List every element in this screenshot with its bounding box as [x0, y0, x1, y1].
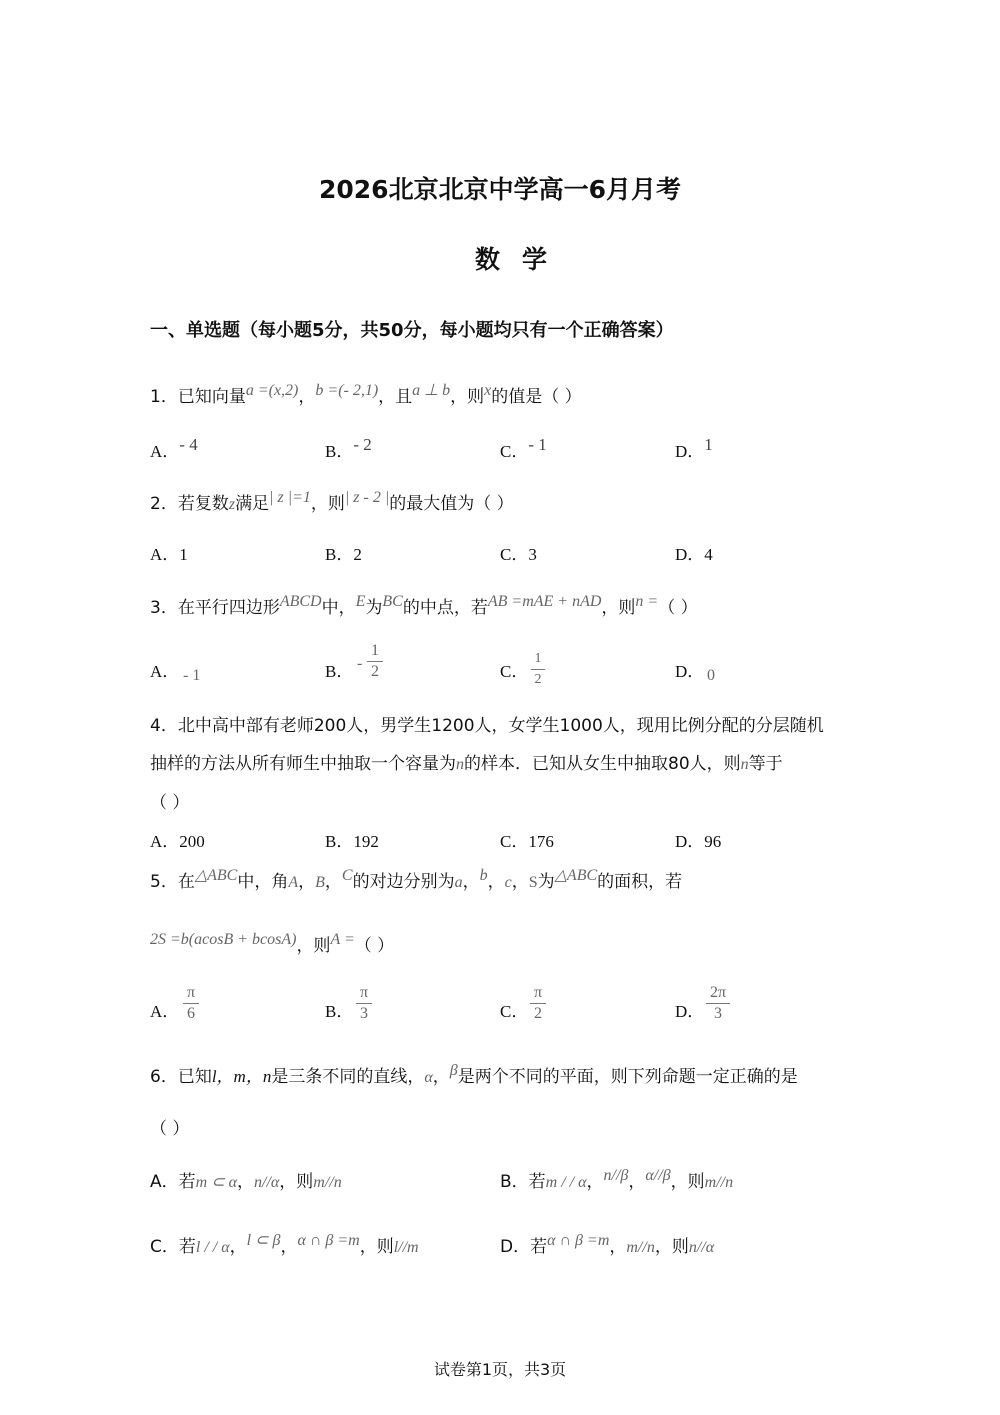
option-label: B． — [325, 662, 354, 681]
option-label: B． — [325, 832, 354, 851]
fraction-bar — [706, 1003, 730, 1004]
q2-text2: ，则 — [310, 494, 345, 514]
q5-text3: 为 — [537, 872, 555, 892]
option-condition-2: m//n — [626, 1239, 655, 1256]
q5-A: A — [288, 874, 299, 891]
option-label: D． — [675, 1002, 705, 1021]
option-label: A． — [150, 545, 180, 564]
q5-c: c — [504, 874, 512, 891]
q4-n: n — [456, 756, 464, 773]
option-label: A． — [150, 832, 180, 851]
q4-option-a — [150, 827, 205, 852]
option-sep: ， — [237, 1172, 254, 1192]
option-label: D． — [675, 832, 705, 851]
option-sep: ， — [609, 1237, 627, 1257]
q1-vector-b: b =(- 2,1) — [315, 382, 379, 399]
option-sep: ，则 — [654, 1237, 689, 1257]
fraction-denominator: 6 — [187, 1005, 195, 1022]
option-label: B．若 — [500, 1172, 546, 1192]
page-footer: 试卷第1页，共3页 — [433, 1360, 567, 1379]
option-sep: ，则 — [359, 1237, 394, 1257]
q5-sep: ， — [487, 872, 505, 892]
q2-condition: | z |=1 — [269, 489, 311, 506]
option-sep: ， — [586, 1172, 604, 1192]
option-result: l//m — [393, 1239, 419, 1256]
q5-suffix2: （ ） — [354, 936, 395, 956]
q5-option-a — [150, 997, 179, 1022]
fraction-numerator: π — [533, 984, 543, 1001]
q3-text3: 的中点，若 — [402, 598, 488, 618]
q3-option-d-value: 0 — [707, 667, 715, 684]
question-4-line-3: （ ） — [150, 793, 190, 813]
option-value: 4 — [704, 545, 713, 564]
option-condition-1: m / / α — [545, 1174, 587, 1191]
option-sep: ， — [628, 1172, 646, 1192]
fraction-bar — [367, 661, 383, 662]
fraction-numerator: π — [359, 984, 369, 1001]
option-result: n//α — [688, 1239, 715, 1256]
q3-text: 中， — [321, 598, 356, 618]
option-label: C．若 — [150, 1237, 196, 1257]
q2-z: z — [228, 496, 236, 513]
q1-text2: ，则 — [450, 387, 485, 407]
fraction-denominator: 2 — [534, 1005, 542, 1022]
fraction-bar — [530, 1003, 546, 1004]
q3-option-c-fraction — [531, 650, 545, 689]
q6-option-d — [500, 1232, 714, 1257]
option-label: C． — [500, 832, 529, 851]
question-5-line-1 — [150, 867, 682, 892]
fraction-numerator: π — [186, 984, 196, 1001]
q6-beta: β — [449, 1062, 458, 1079]
question-3 — [150, 593, 698, 618]
q5-A-eq: A = — [330, 931, 355, 948]
q1-option-b — [325, 437, 372, 462]
question-6-line-2: （ ） — [150, 1119, 190, 1139]
q4-text: 抽样的方法从所有师生中抽取一个容量为 — [150, 754, 456, 774]
fraction-bar — [356, 1003, 372, 1004]
option-value: - 2 — [353, 435, 372, 454]
fraction-numerator: 1 — [371, 642, 379, 659]
q5-triangle-2: △ABC — [554, 867, 598, 884]
option-condition-1: m ⊂ α — [195, 1174, 237, 1191]
q5-S: S — [528, 874, 538, 891]
option-label: B． — [325, 442, 354, 461]
q3-equation: AB =mAE + nAD — [487, 593, 602, 610]
option-value: 1 — [179, 545, 188, 564]
option-condition-1: l / / α — [195, 1239, 230, 1256]
option-result: m//n — [704, 1174, 734, 1191]
q5-prefix: 5．在 — [150, 872, 195, 892]
q5-triangle: △ABC — [194, 867, 238, 884]
q1-vector-a: a =(x,2) — [245, 382, 299, 399]
fraction-numerator: 1 — [534, 651, 542, 666]
q5-text4: ，则 — [296, 936, 331, 956]
q5-text2: 的对边分别为 — [352, 872, 455, 892]
option-sep: ， — [229, 1237, 247, 1257]
option-label: D． — [675, 545, 705, 564]
option-value: 3 — [528, 545, 537, 564]
option-value: - 4 — [179, 435, 198, 454]
option-value: - 1 — [528, 435, 547, 454]
q5-suffix: 的面积，若 — [597, 872, 683, 892]
q1-option-c — [500, 437, 547, 462]
exam-title: 2026北京北京中学高一6月月考 — [319, 175, 681, 204]
option-label: C． — [500, 545, 529, 564]
q5-option-c — [500, 997, 528, 1022]
question-4-line-2 — [150, 749, 783, 774]
q5-sep: ， — [298, 872, 316, 892]
option-label: B． — [325, 1002, 354, 1021]
q3-suffix: （ ） — [658, 598, 698, 618]
subject-title: 数学 — [474, 245, 569, 274]
question-1 — [150, 382, 582, 407]
q2-expression: | z - 2 | — [344, 489, 390, 506]
q5-b: b — [479, 867, 488, 884]
q1-x: x — [484, 382, 492, 399]
q3-text4: ，则 — [601, 598, 636, 618]
fraction-numerator: 2π — [709, 984, 727, 1001]
q3-prefix: 3．在平行四边形 — [150, 598, 280, 618]
question-4-line-1: 4．北中高中部有老师200人，男学生1200人，女学生1000人，现用比例分配的分层随机 — [150, 716, 824, 736]
q3-option-a — [150, 657, 179, 682]
q5-B: B — [315, 874, 325, 891]
q5-option-c-fraction — [530, 984, 546, 1023]
q6-prefix: 6．已知 — [150, 1067, 212, 1087]
q2-suffix: 的最大值为（ ） — [389, 494, 514, 514]
option-label: A． — [150, 662, 180, 681]
q6-option-c — [150, 1232, 419, 1257]
option-result: m//n — [313, 1174, 342, 1191]
q2-option-b — [325, 540, 362, 565]
option-sep: ， — [280, 1237, 298, 1257]
option-sep: ，则 — [670, 1172, 705, 1192]
option-value: 176 — [528, 832, 554, 851]
option-label: D． — [675, 662, 705, 681]
q3-bc: BC — [382, 593, 403, 610]
option-label: C． — [500, 1002, 529, 1021]
option-condition-2: n//β — [603, 1167, 629, 1184]
q5-sep: ， — [511, 872, 529, 892]
q6-alpha: α — [424, 1069, 433, 1086]
option-label: A．若 — [150, 1172, 196, 1192]
q2-prefix: 2．若复数 — [150, 494, 229, 514]
q3-option-d — [675, 657, 704, 682]
q3-text2: 为 — [365, 598, 383, 618]
option-value: 200 — [179, 832, 205, 851]
q1-prefix: 1．已知向量 — [150, 387, 246, 407]
q3-e: E — [355, 593, 366, 610]
q6-option-b — [500, 1167, 733, 1192]
q2-text: 满足 — [235, 494, 270, 514]
q4-option-c — [500, 827, 554, 852]
q3-option-c — [500, 657, 528, 682]
option-value: 96 — [704, 832, 722, 851]
q5-text: 中，角 — [237, 872, 289, 892]
q3-option-b-fraction — [367, 642, 383, 681]
q5-a: a — [454, 874, 463, 891]
q1-option-d — [675, 437, 713, 462]
q4-n2: n — [740, 756, 749, 773]
q2-option-a — [150, 540, 188, 565]
q1-suffix: 的值是（ ） — [491, 387, 582, 407]
q1-sep: ， — [298, 387, 316, 407]
q5-equation: 2S =b(acosB + bcosA) — [150, 931, 297, 948]
q2-option-d — [675, 540, 713, 565]
q5-option-b-fraction — [356, 984, 372, 1023]
q6-option-a — [150, 1167, 342, 1192]
fraction-denominator: 2 — [371, 663, 379, 680]
option-label: A． — [150, 1002, 180, 1021]
fraction-bar — [531, 669, 545, 670]
q2-option-c — [500, 540, 537, 565]
section-heading: 一、单选题（每小题5分，共50分，每小题均只有一个正确答案） — [150, 320, 674, 341]
q5-option-a-fraction — [183, 984, 199, 1023]
q3-option-a-value: - 1 — [183, 667, 201, 684]
fraction-bar — [183, 1003, 199, 1004]
option-label: C． — [500, 662, 529, 681]
q5-option-b — [325, 997, 353, 1022]
q4-text2: 的样本．已知从女生中抽取80人，则 — [464, 754, 741, 774]
option-label: D． — [675, 442, 705, 461]
option-label: A． — [150, 442, 180, 461]
q6-text: 是三条不同的直线， — [271, 1067, 425, 1087]
q6-lines: l，m，n — [211, 1067, 272, 1086]
q5-C: C — [341, 867, 353, 884]
q3-n: n = — [635, 593, 659, 610]
option-condition-3: α ∩ β =m — [297, 1232, 360, 1249]
q4-option-d — [675, 827, 721, 852]
fraction-denominator: 3 — [714, 1005, 722, 1022]
q1-text: ，且 — [378, 387, 413, 407]
option-label: D．若 — [500, 1237, 548, 1257]
question-5-line-2 — [150, 931, 394, 956]
q4-text3: 等于 — [748, 754, 783, 774]
option-value: 1 — [704, 435, 713, 454]
option-label: B． — [325, 545, 354, 564]
q5-sep: ， — [324, 872, 342, 892]
fraction-denominator: 2 — [534, 672, 542, 687]
option-value: 2 — [353, 545, 362, 564]
q3-abcd: ABCD — [279, 593, 322, 610]
option-condition-2: n//α — [254, 1174, 280, 1191]
option-sep: ，则 — [279, 1172, 314, 1192]
q3-option-b — [325, 657, 353, 682]
question-6-line-1 — [150, 1062, 798, 1087]
option-value: 192 — [353, 832, 379, 851]
fraction-denominator: 3 — [360, 1005, 368, 1022]
q3-option-b-sign: - — [357, 655, 363, 672]
q5-option-d-fraction — [706, 984, 730, 1023]
option-condition-2: l ⊂ β — [246, 1232, 281, 1249]
option-label: C． — [500, 442, 529, 461]
q5-option-d — [675, 997, 704, 1022]
q4-option-b — [325, 827, 379, 852]
q1-perp: a ⊥ b — [412, 382, 451, 399]
q6-sep: ， — [432, 1067, 450, 1087]
option-condition-1: α ∩ β =m — [547, 1232, 610, 1249]
q6-suffix: 是两个不同的平面，则下列命题一定正确的是 — [457, 1067, 798, 1087]
q1-option-a — [150, 437, 198, 462]
q5-sep: ， — [462, 872, 480, 892]
question-2 — [150, 489, 514, 514]
option-condition-3: α//β — [645, 1167, 671, 1184]
